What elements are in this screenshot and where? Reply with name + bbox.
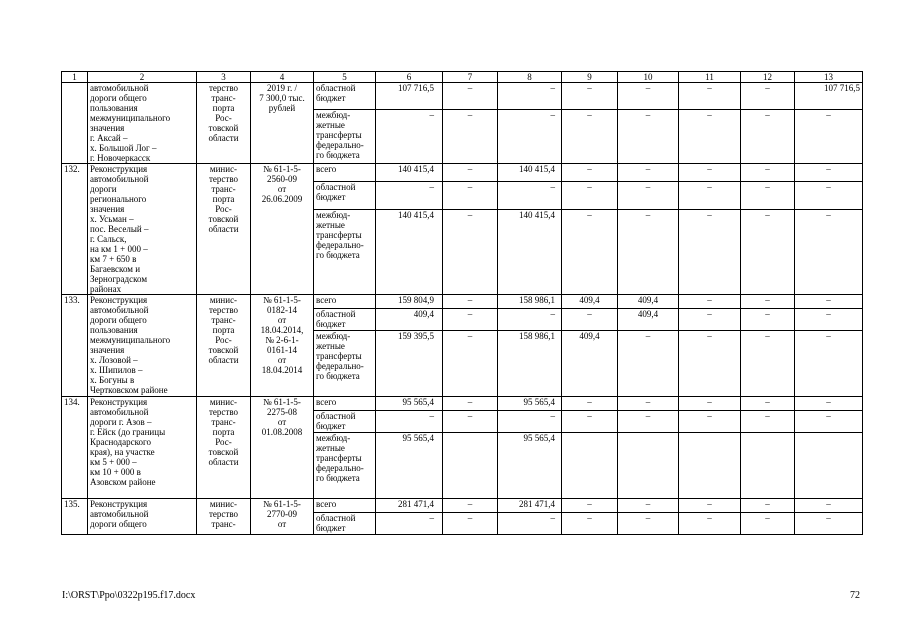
footer-page-number: 72 bbox=[850, 590, 860, 601]
funding-source: межбюд- жетные трансферты федерально- го бюджета bbox=[314, 110, 376, 164]
value-cell-c11: – bbox=[679, 181, 741, 209]
object-name: Реконструкция автомобильной дороги г. Азов – г. Ейск (до границы Краснодарского края), на участке км 5 + 000 – км 10 + 000 в Азовском районе bbox=[88, 397, 197, 499]
value-cell-c10: – bbox=[618, 331, 679, 397]
value-cell-c9: – bbox=[562, 411, 618, 433]
value-cell-c11: – bbox=[679, 110, 741, 164]
funding-source: всего bbox=[314, 397, 376, 411]
value-cell-c7: – bbox=[443, 499, 498, 513]
value-cell-c8: – bbox=[498, 83, 562, 110]
row-number: 135. bbox=[62, 499, 88, 535]
object-name: автомобильной дороги общего пользования межмуниципального значения г. Аксай – х. Большой Лог – г. Новочеркасск bbox=[88, 83, 197, 164]
value-cell-c10: – bbox=[618, 411, 679, 433]
value-cell-c8: 281 471,4 bbox=[498, 499, 562, 513]
column-number-header: 4 bbox=[251, 72, 314, 83]
value-cell-c10: – bbox=[618, 210, 679, 295]
column-number-header: 5 bbox=[314, 72, 376, 83]
value-cell-c8: – bbox=[498, 181, 562, 209]
value-cell-c11: – bbox=[679, 331, 741, 397]
value-cell-c7: – bbox=[443, 513, 498, 535]
value-cell-c7 bbox=[443, 433, 498, 499]
row-number: 133. bbox=[62, 295, 88, 397]
object-name: Реконструкция автомобильной дороги общего bbox=[88, 499, 197, 535]
funding-source: областной бюджет bbox=[314, 83, 376, 110]
customer-org: минис- терство транс- bbox=[197, 499, 251, 535]
document-ref: № 61-1-5- 2770-09 от bbox=[251, 499, 314, 535]
value-cell-c6: 140 415,4 bbox=[376, 164, 443, 182]
value-cell-c6: 140 415,4 bbox=[376, 210, 443, 295]
value-cell-c8: 95 565,4 bbox=[498, 397, 562, 411]
value-cell-c10 bbox=[618, 433, 679, 499]
column-number-header: 13 bbox=[795, 72, 863, 83]
value-cell-c10: 409,4 bbox=[618, 309, 679, 331]
customer-org: минис- терство транс- порта Рос- товской области bbox=[197, 295, 251, 397]
header-row bbox=[62, 72, 863, 83]
value-cell-c12: – bbox=[741, 331, 795, 397]
value-cell-c10: 409,4 bbox=[618, 295, 679, 309]
value-cell-c12: – bbox=[741, 411, 795, 433]
value-cell-c6: 95 565,4 bbox=[376, 433, 443, 499]
value-cell-c12: – bbox=[741, 295, 795, 309]
funding-source: межбюд- жетные трансферты федерально- го бюджета bbox=[314, 331, 376, 397]
value-cell-c7: – bbox=[443, 397, 498, 411]
value-cell-c11: – bbox=[679, 513, 741, 535]
column-number-header: 6 bbox=[376, 72, 443, 83]
value-cell-c7: – bbox=[443, 164, 498, 182]
value-cell-c9 bbox=[562, 433, 618, 499]
object-name: Реконструкция автомобильной дороги регионального значения х. Усьман – пос. Веселый – г. Сальск, на км 1 + 000 – км 7 + 650 в Багаевском и Зерноградском районах bbox=[88, 164, 197, 295]
row-number bbox=[62, 83, 88, 164]
column-number-header: 2 bbox=[88, 72, 197, 83]
document-ref: № 61-1-5- 2560-09 от 26.06.2009 bbox=[251, 164, 314, 295]
value-cell-c7: – bbox=[443, 110, 498, 164]
value-cell-c8: 158 986,1 bbox=[498, 331, 562, 397]
budget-table bbox=[61, 71, 863, 535]
value-cell-c13: – bbox=[795, 397, 863, 411]
value-cell-c11: – bbox=[679, 397, 741, 411]
value-cell-c11: – bbox=[679, 411, 741, 433]
value-cell-c7: – bbox=[443, 181, 498, 209]
value-cell-c6: 159 395,5 bbox=[376, 331, 443, 397]
column-number-header: 7 bbox=[443, 72, 498, 83]
value-cell-c6: – bbox=[376, 110, 443, 164]
value-cell-c7: – bbox=[443, 210, 498, 295]
value-cell-c12: – bbox=[741, 309, 795, 331]
value-cell-c10: – bbox=[618, 164, 679, 182]
value-cell-c7: – bbox=[443, 295, 498, 309]
value-cell-c10: – bbox=[618, 499, 679, 513]
value-cell-c9: – bbox=[562, 83, 618, 110]
value-cell-c11: – bbox=[679, 210, 741, 295]
funding-source: всего bbox=[314, 499, 376, 513]
value-cell-c10: – bbox=[618, 397, 679, 411]
value-cell-c12: – bbox=[741, 164, 795, 182]
value-cell-c6: – bbox=[376, 411, 443, 433]
value-cell-c8: – bbox=[498, 309, 562, 331]
funding-source: межбюд- жетные трансферты федерально- го бюджета bbox=[314, 210, 376, 295]
value-cell-c9: – bbox=[562, 181, 618, 209]
funding-source: областной бюджет bbox=[314, 411, 376, 433]
value-cell-c13: – bbox=[795, 110, 863, 164]
value-cell-c12: – bbox=[741, 397, 795, 411]
value-cell-c10: – bbox=[618, 513, 679, 535]
column-number-header: 12 bbox=[741, 72, 795, 83]
value-cell-c11: – bbox=[679, 309, 741, 331]
document-ref: № 61-1-5- 0182-14 от 18.04.2014, № 2-6-1- 0161-14 от 18.04.2014 bbox=[251, 295, 314, 397]
funding-source: всего bbox=[314, 164, 376, 182]
value-cell-c9: – bbox=[562, 110, 618, 164]
value-cell-c8: 140 415,4 bbox=[498, 210, 562, 295]
value-cell-c12: – bbox=[741, 513, 795, 535]
value-cell-c11: – bbox=[679, 295, 741, 309]
value-cell-c9: – bbox=[562, 309, 618, 331]
table-row bbox=[62, 83, 863, 110]
value-cell-c9: – bbox=[562, 397, 618, 411]
value-cell-c10: – bbox=[618, 110, 679, 164]
value-cell-c9: – bbox=[562, 499, 618, 513]
customer-org: минис- терство транс- порта Рос- товской области bbox=[197, 164, 251, 295]
value-cell-c13: – bbox=[795, 210, 863, 295]
value-cell-c8: 95 565,4 bbox=[498, 433, 562, 499]
table-row bbox=[62, 164, 863, 182]
value-cell-c6: 409,4 bbox=[376, 309, 443, 331]
value-cell-c10: – bbox=[618, 83, 679, 110]
value-cell-c13: – bbox=[795, 164, 863, 182]
value-cell-c13: 107 716,5 bbox=[795, 83, 863, 110]
funding-source: областной бюджет bbox=[314, 309, 376, 331]
column-number-header: 3 bbox=[197, 72, 251, 83]
value-cell-c11: – bbox=[679, 83, 741, 110]
value-cell-c13: – bbox=[795, 295, 863, 309]
value-cell-c6: – bbox=[376, 513, 443, 535]
value-cell-c11: – bbox=[679, 499, 741, 513]
value-cell-c9: – bbox=[562, 210, 618, 295]
column-number-header: 11 bbox=[679, 72, 741, 83]
value-cell-c13: – bbox=[795, 331, 863, 397]
value-cell-c9: 409,4 bbox=[562, 295, 618, 309]
value-cell-c11 bbox=[679, 433, 741, 499]
value-cell-c9: – bbox=[562, 164, 618, 182]
value-cell-c12: – bbox=[741, 110, 795, 164]
document-ref: № 61-1-5- 2275-08 от 01.08.2008 bbox=[251, 397, 314, 499]
value-cell-c13: – bbox=[795, 411, 863, 433]
value-cell-c6: 159 804,9 bbox=[376, 295, 443, 309]
value-cell-c9: 409,4 bbox=[562, 331, 618, 397]
value-cell-c13 bbox=[795, 433, 863, 499]
value-cell-c13: – bbox=[795, 309, 863, 331]
value-cell-c7: – bbox=[443, 411, 498, 433]
value-cell-c6: 281 471,4 bbox=[376, 499, 443, 513]
value-cell-c12: – bbox=[741, 181, 795, 209]
value-cell-c12 bbox=[741, 433, 795, 499]
value-cell-c8: – bbox=[498, 110, 562, 164]
value-cell-c8: 140 415,4 bbox=[498, 164, 562, 182]
funding-source: областной бюджет bbox=[314, 181, 376, 209]
column-number-header: 10 bbox=[618, 72, 679, 83]
value-cell-c7: – bbox=[443, 331, 498, 397]
value-cell-c13: – bbox=[795, 499, 863, 513]
value-cell-c8: 158 986,1 bbox=[498, 295, 562, 309]
value-cell-c8: – bbox=[498, 411, 562, 433]
funding-source: всего bbox=[314, 295, 376, 309]
table-row bbox=[62, 397, 863, 411]
value-cell-c9: – bbox=[562, 513, 618, 535]
column-number-header: 1 bbox=[62, 72, 88, 83]
object-name: Реконструкция автомобильной дороги общего пользования межмуниципального значения х. Лозовой – х. Шипилов – х. Богуны в Чертковском районе bbox=[88, 295, 197, 397]
value-cell-c6: 95 565,4 bbox=[376, 397, 443, 411]
value-cell-c7: – bbox=[443, 309, 498, 331]
row-number: 134. bbox=[62, 397, 88, 499]
value-cell-c13: – bbox=[795, 181, 863, 209]
column-number-header: 9 bbox=[562, 72, 618, 83]
customer-org: минис- терство транс- порта Рос- товской области bbox=[197, 397, 251, 499]
value-cell-c13: – bbox=[795, 513, 863, 535]
document-ref: 2019 г. / 7 300,0 тыс. рублей bbox=[251, 83, 314, 164]
value-cell-c8: – bbox=[498, 513, 562, 535]
table-row bbox=[62, 499, 863, 513]
footer-file-path: I:\ORST\Ppo\0322p195.f17.docx bbox=[62, 590, 196, 601]
funding-source: межбюд- жетные трансферты федерально- го бюджета bbox=[314, 433, 376, 499]
value-cell-c6: 107 716,5 bbox=[376, 83, 443, 110]
value-cell-c11: – bbox=[679, 164, 741, 182]
customer-org: терство транс- порта Рос- товской области bbox=[197, 83, 251, 164]
value-cell-c12: – bbox=[741, 210, 795, 295]
row-number: 132. bbox=[62, 164, 88, 295]
funding-source: областной бюджет bbox=[314, 513, 376, 535]
table-row bbox=[62, 295, 863, 309]
column-number-header: 8 bbox=[498, 72, 562, 83]
value-cell-c10: – bbox=[618, 181, 679, 209]
value-cell-c12: – bbox=[741, 83, 795, 110]
value-cell-c7: – bbox=[443, 83, 498, 110]
value-cell-c6: – bbox=[376, 181, 443, 209]
value-cell-c12: – bbox=[741, 499, 795, 513]
